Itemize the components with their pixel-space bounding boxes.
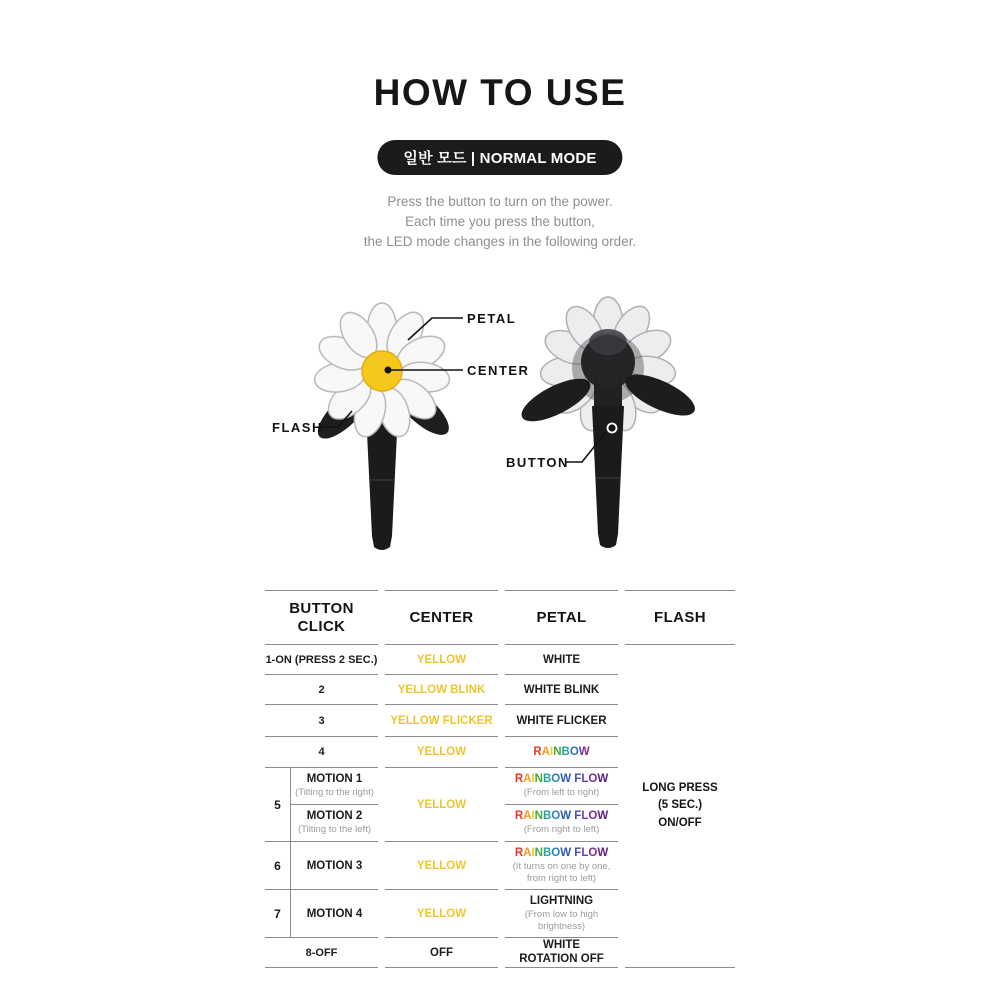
mode-table bbox=[265, 590, 735, 968]
instruction-line: Each time you press the button, bbox=[405, 214, 595, 229]
normal-mode-badge: 일반 모드 | NORMAL MODE bbox=[377, 140, 622, 175]
instructions-text bbox=[0, 192, 1000, 252]
motion2-caption: (Tilting to the left) bbox=[297, 824, 372, 836]
row1-center: YELLOW bbox=[385, 645, 498, 675]
header-center: CENTER bbox=[385, 590, 498, 645]
rainbow-flow-text: RAINBOW FLOW bbox=[514, 810, 609, 823]
rainbow-flow-text: RAINBOW FLOW bbox=[514, 847, 609, 859]
flash-line: ON/OFF bbox=[658, 816, 702, 829]
row2-petal: WHITE BLINK bbox=[505, 675, 618, 705]
row8-click: 8-OFF bbox=[265, 938, 378, 968]
page-title: HOW TO USE bbox=[373, 72, 627, 113]
row5-petal2-cell bbox=[505, 805, 618, 842]
row7-petal-cell bbox=[505, 890, 618, 938]
row6-petal-cell bbox=[505, 842, 618, 890]
row6-center: YELLOW bbox=[385, 842, 498, 890]
header-button-click: BUTTON CLICK bbox=[265, 590, 378, 645]
rainbow-text: RAINBOW bbox=[533, 746, 590, 758]
instruction-line: Press the button to turn on the power. bbox=[387, 194, 613, 209]
button-label: BUTTON bbox=[506, 455, 569, 470]
row1-petal: WHITE bbox=[505, 645, 618, 675]
petal2-caption: (From right to left) bbox=[523, 824, 600, 836]
caption-line: from right to left) bbox=[526, 872, 597, 884]
row3-click: 3 bbox=[265, 705, 378, 737]
row8-petal bbox=[505, 938, 618, 968]
row5-center: YELLOW bbox=[385, 768, 498, 842]
row7-number: 7 bbox=[265, 890, 291, 938]
caption-line: (It turns on one by one, bbox=[512, 861, 611, 872]
petal1-caption: (From left to right) bbox=[523, 787, 600, 799]
caption-line: brightness) bbox=[537, 920, 585, 932]
caption-line: (From low to high bbox=[524, 909, 599, 920]
flash-merged-cell bbox=[625, 645, 735, 968]
row5-number: 5 bbox=[265, 768, 291, 842]
row6-petal-caption bbox=[513, 861, 611, 884]
row4-center: YELLOW bbox=[385, 737, 498, 768]
row6-number: 6 bbox=[265, 842, 291, 890]
rainbow-flow-text: RAINBOW FLOW bbox=[514, 773, 609, 786]
row6-motion: MOTION 3 bbox=[291, 842, 378, 890]
flash-line: LONG PRESS bbox=[642, 782, 718, 795]
lightning-label: LIGHTNING bbox=[529, 895, 594, 907]
power-button bbox=[608, 424, 617, 433]
row2-center: YELLOW BLINK bbox=[385, 675, 498, 705]
row8-petal-line: ROTATION OFF bbox=[519, 952, 604, 965]
lightstick-back-view bbox=[516, 297, 701, 548]
row3-center: YELLOW FLICKER bbox=[385, 705, 498, 737]
row1-click: 1-ON (PRESS 2 SEC.) bbox=[265, 645, 378, 675]
row8-center: OFF bbox=[385, 938, 498, 968]
row5-motion2-cell bbox=[291, 805, 378, 842]
center-leader-dot bbox=[385, 367, 392, 374]
motion2-label: MOTION 2 bbox=[306, 810, 363, 823]
instruction-line: the LED mode changes in the following order. bbox=[363, 234, 637, 249]
row4-petal bbox=[505, 737, 618, 768]
petal-label: PETAL bbox=[467, 311, 517, 326]
row5-motion1-cell bbox=[291, 768, 378, 805]
row8-petal-line: WHITE bbox=[542, 938, 581, 951]
center-label: CENTER bbox=[467, 363, 530, 378]
motion1-label: MOTION 1 bbox=[306, 773, 363, 786]
row2-click: 2 bbox=[265, 675, 378, 705]
flash-line: (5 SEC.) bbox=[657, 799, 703, 812]
front-center-yellow bbox=[362, 351, 402, 391]
header-petal: PETAL bbox=[505, 590, 618, 645]
motion1-caption: (Tilting to the right) bbox=[295, 787, 374, 799]
header-flash: FLASH bbox=[625, 590, 735, 645]
row3-petal: WHITE FLICKER bbox=[505, 705, 618, 737]
row5-petal1-cell bbox=[505, 768, 618, 805]
row7-petal-caption bbox=[525, 909, 598, 932]
row7-center: YELLOW bbox=[385, 890, 498, 938]
row7-motion: MOTION 4 bbox=[291, 890, 378, 938]
flash-label: FLASH bbox=[272, 420, 323, 435]
lightstick-diagram bbox=[0, 290, 1000, 590]
row4-click: 4 bbox=[265, 737, 378, 768]
